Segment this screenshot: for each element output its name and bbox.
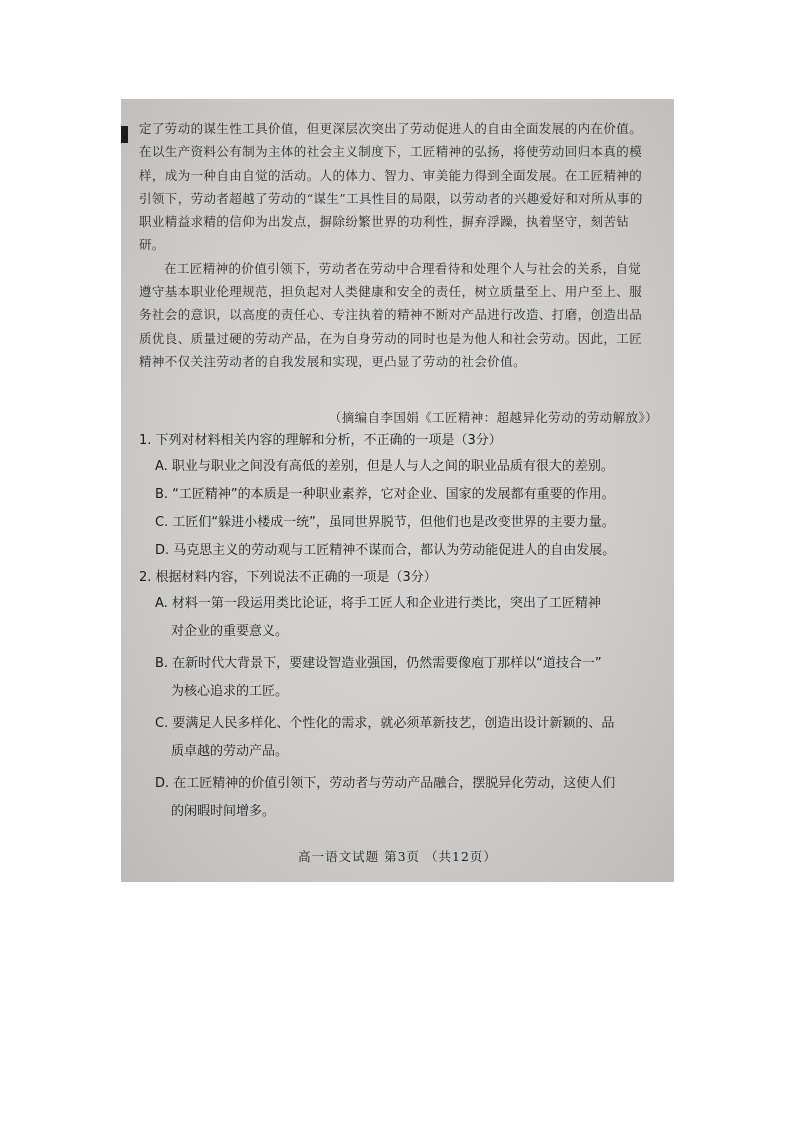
question-2-option-d-line-1: D. 在工匠精神的价值引领下，劳动者与劳动产品融合，摆脱异化劳动，这使人们 bbox=[155, 776, 616, 791]
passage-source: （摘编自李国娟《工匠精神：超越异化劳动的劳动解放》） bbox=[328, 410, 658, 425]
page-footer: 高一语文试题 第3页 （共12页） bbox=[298, 849, 497, 864]
questions-block bbox=[139, 428, 659, 830]
question-1-option-a: A. 职业与职业之间没有高低的差别，但是人与人之间的职业品质有很大的差别。 bbox=[155, 459, 614, 474]
question-1-option-c: C. 工匠们“躲进小楼成一统”，虽同世界脱节，但他们也是改变世界的主要力量。 bbox=[155, 515, 615, 530]
question-1-option-b: B. “工匠精神”的本质是一种职业素养，它对企业、国家的发展都有重要的作用。 bbox=[155, 487, 615, 502]
question-2-option-d-line-2: 的闲暇时间增多。 bbox=[171, 804, 276, 819]
question-2-option-b-line-1: B. 在新时代大背景下，要建设智造业强国，仍然需要像庖丁那样以“道技合一” bbox=[155, 656, 602, 671]
question-1-stem: 1. 下列对材料相关内容的理解和分析，不正确的一项是（3分） bbox=[139, 433, 502, 448]
registration-mark bbox=[121, 126, 128, 143]
question-2-option-c-line-1: C. 要满足人民多样化、个性化的需求，就必须革新技艺，创造出设计新颖的、品 bbox=[155, 716, 615, 731]
passage-paragraph-2: 在工匠精神的价值引领下，劳动者在劳动中合理看待和处理个人与社会的关系，自觉遵守基本职业伦理规范，担负起对人类健康和安全的责任，树立质量至上、用户至上、服务社会的意识，以高度的责任心、专注执着的精神不断对产品进行改造、打磨，创造出品质优良、质量过硬的劳动产品，在为自身劳动的同时也是为他人和社会劳动。因此，工匠精神不仅关注劳动者的自我发展和实现，更凸显了劳动的社会价值。 bbox=[139, 260, 643, 369]
question-2-option-a-line-2: 对企业的重要意义。 bbox=[171, 624, 289, 639]
question-2-stem: 2. 根据材料内容，下列说法不正确的一项是（3分） bbox=[139, 570, 437, 585]
passage-paragraph-1: 定了劳动的谋生性工具价值，但更深层次突出了劳动促进人的自由全面发展的内在价值。在以生产资料公有制为主体的社会主义制度下，工匠精神的弘扬，将使劳动回归本真的模样，成为一种自由自觉的活动。人的体力、智力、审美能力得到全面发展。在工匠精神的引领下，劳动者超越了劳动的“谋生”工具性目的局限，以劳动者的兴趣爱好和对所从事的职业精益求精的信仰为出发点，摒除纷繁世界的功利性，摒弃浮躁，执着坚守，刻苦钻研。 bbox=[139, 121, 643, 253]
question-2-option-c-line-2: 质卓越的劳动产品。 bbox=[171, 744, 289, 759]
question-2-option-b-line-2: 为核心追求的工匠。 bbox=[171, 684, 289, 699]
question-1-option-d: D. 马克思主义的劳动观与工匠精神不谋而合，都认为劳动能促进人的自由发展。 bbox=[155, 543, 616, 558]
reading-passage bbox=[139, 117, 651, 373]
exam-page-photo bbox=[121, 99, 674, 882]
question-2-option-a-line-1: A. 材料一第一段运用类比论证，将手工匠人和企业进行类比，突出了工匠精神 bbox=[155, 596, 601, 611]
